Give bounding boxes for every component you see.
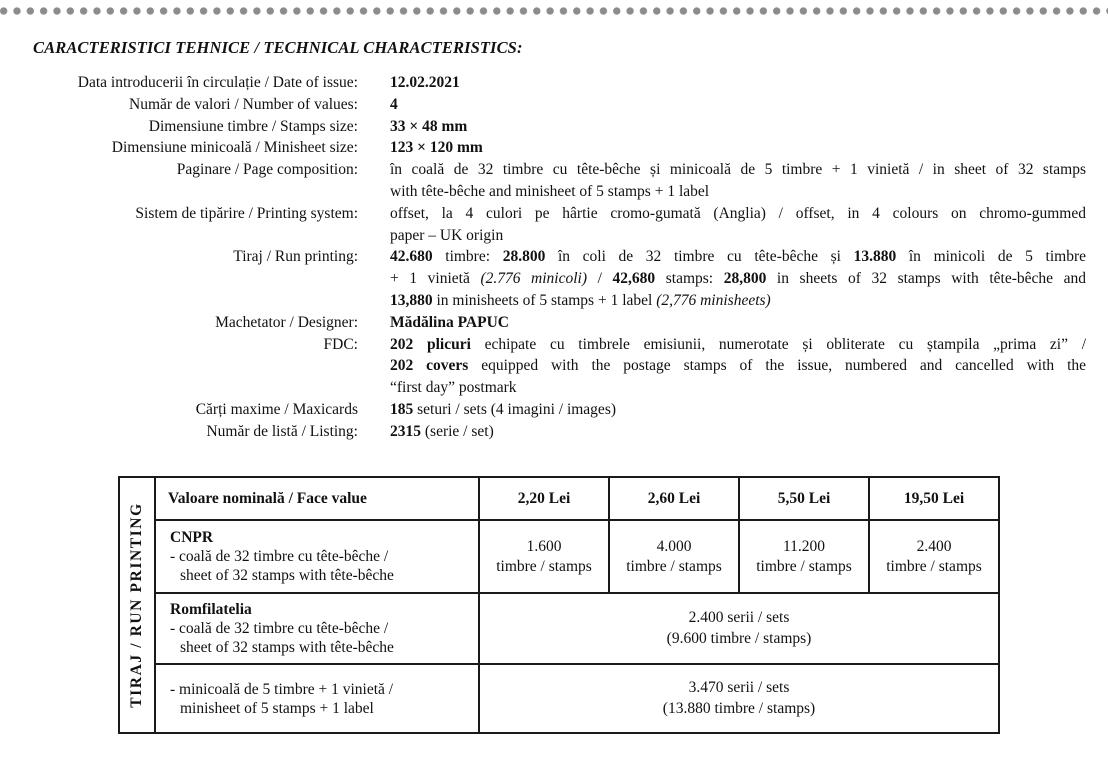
spec-label: Dimensiune timbre / Stamps size: [148, 117, 358, 135]
row-label [155, 593, 479, 664]
side-label-cell [119, 477, 155, 733]
count-cell [479, 520, 609, 593]
table-row-romfilatelia-sheet [119, 593, 999, 664]
text-line: offset, la 4 culori pe hârtie cromo-gumată (Anglia) / offset, in 4 colours on chromo-gummed [390, 204, 1086, 222]
text-line [390, 246, 1086, 268]
spec-designer [0, 312, 1108, 334]
count-cell [869, 520, 999, 593]
side-label: TIRAJ / RUN PRINTING [128, 502, 145, 708]
row-desc: - coală de 32 timbre cu tête-bêche / [170, 620, 389, 637]
spec-value [390, 137, 1086, 159]
total-en: 42,680 [612, 270, 656, 288]
count-unit: timbre / stamps [886, 557, 982, 575]
sheets-en: 28,800 [723, 270, 767, 288]
text-fragment: seturi / sets (4 imagini / images) [413, 400, 617, 418]
mini-ro: 13.880 [853, 248, 897, 266]
sets-value: 2.400 serii / sets [688, 609, 790, 626]
spec-printing-system [0, 203, 1108, 247]
listing-number: 2315 [390, 422, 421, 440]
row-desc: - coală de 32 timbre cu tête-bêche / [170, 548, 389, 565]
spec-label: Cărți maxime / Maxicards [195, 400, 358, 418]
text-line: în coală de 32 timbre cu tête-bêche și minicoală de 5 timbre + 1 vinietă / in sheet of 32 stamps [390, 161, 1086, 179]
face-value: 5,50 Lei [739, 477, 869, 520]
spec-value [390, 421, 1086, 443]
sheets-ro: 28.800 [502, 248, 546, 266]
spec-label: FDC: [323, 335, 358, 353]
text-fragment: timbre: [432, 248, 503, 266]
count-value: 4.000 [656, 538, 692, 555]
spec-label: Machetator / Designer: [215, 313, 358, 331]
spec-listing [0, 421, 1108, 443]
row-desc: minisheet of 5 stamps + 1 label [180, 699, 374, 717]
sets-value: 3.470 serii / sets [688, 679, 790, 696]
text-line: with tête-bêche and minisheet of 5 stamps + 1 label [390, 182, 710, 200]
spec-minisheet-size [0, 137, 1108, 159]
row-label [155, 520, 479, 593]
date-value: 12.02.2021 [390, 74, 460, 91]
designer-name: Mădălina PAPUC [390, 313, 509, 331]
count-value: 2.400 [916, 538, 952, 555]
spec-value [390, 94, 1086, 116]
dotted-border-icon [0, 7, 1108, 15]
org-name: Romfilatelia [170, 601, 252, 618]
spec-fdc [0, 334, 1108, 399]
text-line [390, 290, 1086, 312]
spec-value [390, 312, 1086, 334]
spec-value [390, 159, 1086, 203]
total-ro: 42.680 [390, 248, 433, 266]
table-row-cnpr [119, 520, 999, 593]
face-value: 19,50 Lei [869, 477, 999, 520]
section-title: CARACTERISTICI TEHNICE / TECHNICAL CHARACTERISTICS: [33, 38, 523, 57]
face-value: 2,20 Lei [479, 477, 609, 520]
count-cell [739, 520, 869, 593]
spec-values [0, 94, 1108, 116]
spec-page-composition [0, 159, 1108, 203]
text-fragment: / [587, 270, 613, 288]
text-fragment: echipate cu timbrele emisiunii, numerotate și obliterate cu ștampila „prima zi” / [470, 335, 1086, 353]
mini-count-ro: (2.776 minicoli) [480, 270, 588, 288]
spec-run-printing [0, 246, 1108, 311]
fdc-count-ro: 202 plicuri [390, 335, 471, 353]
count-value: 1.600 [526, 538, 562, 555]
spec-value [390, 72, 1086, 94]
header-label: Valoare nominală / Face value [155, 477, 479, 520]
spec-label: Număr de listă / Listing: [206, 422, 358, 440]
row-desc: - minicoală de 5 timbre + 1 vinietă / [170, 680, 394, 698]
spec-date [0, 72, 1108, 94]
table-header-row [119, 477, 999, 520]
count-unit: timbre / stamps [756, 557, 852, 575]
row-label [155, 664, 479, 733]
mini-en: 13,880 [390, 291, 433, 309]
minisheet-size-value: 123 × 120 mm [390, 139, 483, 157]
row-desc: sheet of 32 stamps with tête-bêche [180, 639, 394, 656]
face-value: 2,60 Lei [609, 477, 739, 520]
text-line [390, 268, 1086, 290]
values-count: 4 [390, 95, 398, 113]
spec-list [0, 72, 1108, 443]
text-fragment: (serie / set) [421, 422, 494, 440]
spec-value [390, 246, 1086, 311]
spec-value [390, 399, 1086, 421]
stamps-value: (9.600 timbre / stamps) [666, 629, 812, 647]
spec-stamp-size [0, 116, 1108, 138]
spec-label: Număr de valori / Number of values: [129, 95, 358, 113]
text-line [390, 355, 1086, 377]
text-fragment: in minisheets of 5 stamps + 1 label [432, 291, 657, 309]
spec-value [390, 203, 1086, 247]
maxicards-count: 185 [390, 400, 414, 418]
count-cell [609, 520, 739, 593]
spec-maxicards [0, 399, 1108, 421]
stamp-size-value: 33 × 48 mm [390, 117, 468, 135]
spec-label: Sistem de tipărire / Printing system: [135, 204, 358, 222]
run-printing-table [118, 476, 1000, 734]
text-fragment: stamps: [655, 270, 724, 288]
spec-label: Data introducerii în circulație / Date of issue: [77, 74, 358, 91]
text-fragment: equipped with the postage stamps of the issue, numbered and cancelled with the [468, 357, 1087, 375]
sets-cell [479, 664, 999, 733]
spec-label: Paginare / Page composition: [176, 161, 358, 179]
org-name: CNPR [170, 529, 214, 546]
text-line [390, 334, 1086, 356]
sets-cell [479, 593, 999, 664]
text-fragment: in sheets of 32 stamps with tête-bêche and [766, 270, 1087, 288]
count-unit: timbre / stamps [496, 557, 592, 575]
spec-label: Tiraj / Run printing: [233, 248, 358, 266]
text-line: paper – UK origin [390, 226, 504, 244]
spec-value [390, 116, 1086, 138]
mini-count-en: (2,776 minisheets) [656, 291, 771, 309]
stamps-value: (13.880 timbre / stamps) [662, 699, 816, 717]
count-unit: timbre / stamps [626, 557, 722, 575]
fdc-count-en: 202 covers [390, 357, 469, 375]
spec-value [390, 334, 1086, 399]
spec-label: Dimensiune minicoală / Minisheet size: [111, 139, 358, 157]
text-line: “first day” postmark [390, 379, 517, 397]
text-fragment: în coli de 32 timbre cu tête-bêche și [545, 248, 854, 266]
row-desc: sheet of 32 stamps with tête-bêche [180, 567, 394, 584]
count-value: 11.200 [782, 538, 826, 555]
text-fragment: în minicoli de 5 timbre [896, 248, 1086, 266]
text-fragment: + 1 vinietă [390, 270, 481, 288]
table-row-romfilatelia-minisheet [119, 664, 999, 733]
